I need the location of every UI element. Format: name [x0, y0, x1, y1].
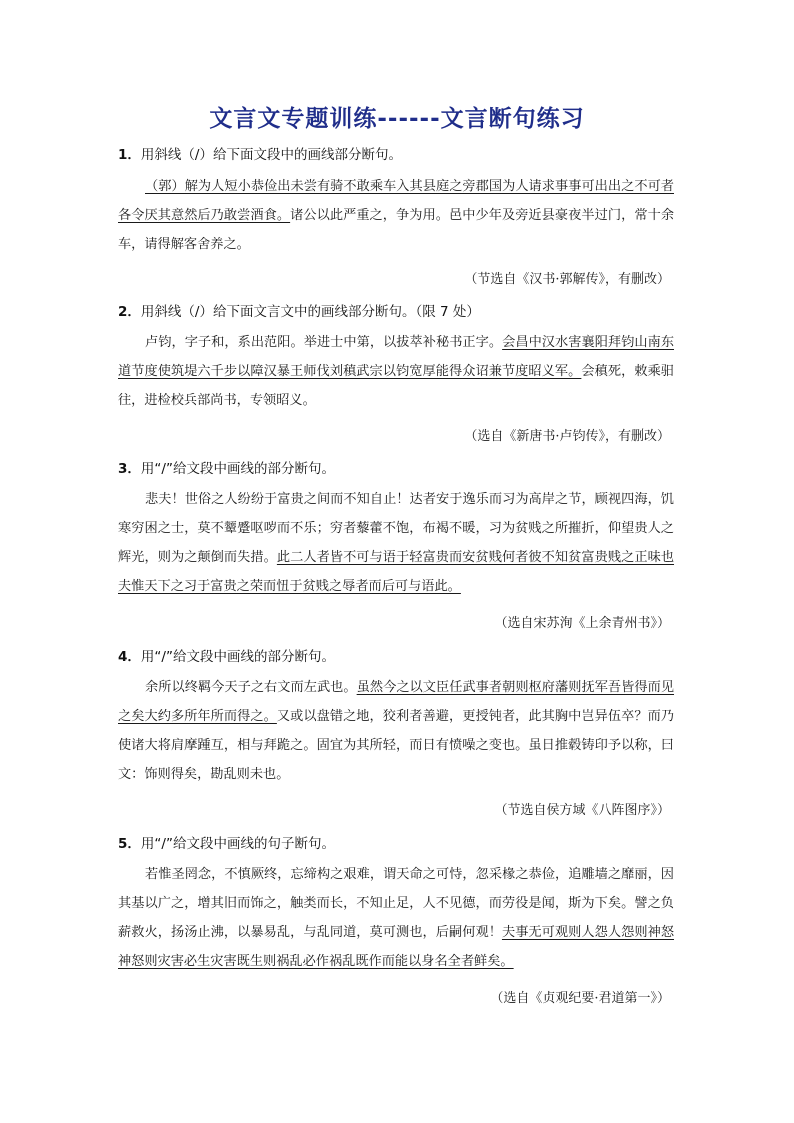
question-3-underlined-text: 此二人者皆不可与语于轻富贵而安贫贱何者彼不知贫富贵贱之正味也夫惟天下之习于富贵之荣而忸于贫贱之辱者而后可与语此。 [118, 550, 675, 594]
question-1-underlined-text: （郭）解为人短小恭俭出未尝有骑不敢乘车入其县庭之旁郡国为人请求事事可出出之不可者各令厌其意然后乃敢尝酒食。 [118, 179, 674, 223]
question-4-source: （节选自侯方域《八阵图序》） [494, 803, 670, 818]
question-1-rest-text: 诸公以此严重之，争为用。邑中少年及旁近县豪夜半过门，常十余车，请得解客舍养之。 [118, 208, 675, 252]
question-4-heading [118, 645, 335, 665]
question-2-after-text: 会稹死，敕乘驲往，进检校兵部尚书，专领昭义。 [118, 364, 674, 408]
question-3-before-text: 悲夫！世俗之人纷纷于富贵之间而不知自止！达者安于逸乐而习为高岸之节，顾视四海，饥寒穷困之士，莫不颦蹙呕哕而不乐；穷者藜藿不饱，布褐不暖，习为贫贱之所摧折，仰望贵人之辉光，则为之颠倒而失措。 [118, 492, 674, 565]
question-5-underlined-text: 夫事无可观则人怨人怨则神怒神怒则灾害必生灾害既生则祸乱必作祸乱既作而能以身名全者鲜矣。 [118, 925, 675, 969]
question-2-number: 2． [118, 304, 141, 320]
question-2-underlined-text: 会昌中汉水害襄阳拜钧山南东道节度使筑堤六千步以障汉暴王师伐刘稹武宗以钧宽厚能得众诏兼节度昭义军。 [118, 335, 675, 379]
question-4-before-text: 余所以终羁今天子之右文而左武也。 [145, 680, 357, 695]
question-3-source: （选自宋苏洵《上余青州书》） [494, 616, 670, 631]
question-1-passage [118, 172, 674, 259]
question-2-source: （选自《新唐书·卢钧传》，有删改） [464, 429, 670, 444]
question-2-before-text: 卢钧，字子和，系出范阳。举进士中第，以拔萃补秘书正字。 [145, 335, 503, 350]
question-1-prompt: 用斜线（/）给下面文段中的画线部分断句。 [140, 147, 402, 163]
question-3-prompt: 用“/”给文段中画线的部分断句。 [140, 461, 335, 477]
question-5-number: 5． [118, 836, 141, 852]
question-2-prompt: 用斜线（/）给下面文言文中的画线部分断句。（限 7 处） [140, 304, 480, 320]
question-4-number: 4． [118, 649, 141, 665]
question-5-before-text: 若惟圣罔念，不慎厥终，忘缔构之艰难，谓天命之可恃，忽采椽之恭俭，追雕墙之靡丽，因其基以广之，增其旧而饰之，触类而长，不知止足，人不见德，而劳役是闻，斯为下矣。譬之负薪救火，扬汤止沸，以暴易乱，与乱同道，莫可测也，后嗣何观！ [118, 867, 674, 940]
question-3-heading [118, 457, 335, 477]
question-4-passage [118, 673, 674, 789]
question-4-after-text: 又或以盘错之地，狡利者善避，更授钝者，此其胸中岂异伍卒？而乃使诸大将肩摩踵互，相与拜跪之。固宜为其所轻，而日有愤噪之变也。虽日推毂铸印予以称，曰文：饰则得矣，勘乱则未也。 [118, 709, 675, 782]
question-5-passage [118, 860, 674, 976]
question-5-prompt: 用“/”给文段中画线的句子断句。 [140, 836, 335, 852]
question-5-source: （选自《贞观纪要·君道第一》） [490, 991, 670, 1006]
question-4-prompt: 用“/”给文段中画线的部分断句。 [140, 649, 335, 665]
question-1-number: 1． [118, 147, 141, 163]
question-1-heading [118, 143, 402, 163]
question-2-heading [118, 300, 480, 320]
question-3-passage [118, 485, 674, 601]
question-4-underlined-text: 虽然今之以文臣任武事者朝则枢府藩则抚军吾皆得而见之矣大约多所年所而得之。 [118, 680, 675, 724]
question-3-number: 3． [118, 461, 141, 477]
page-title: 文言文专题训练------文言断句练习 [209, 106, 585, 132]
question-2-passage [118, 328, 674, 415]
question-5-heading [118, 832, 335, 852]
question-1-source: （节选自《汉书·郭解传》，有删改） [464, 272, 670, 287]
